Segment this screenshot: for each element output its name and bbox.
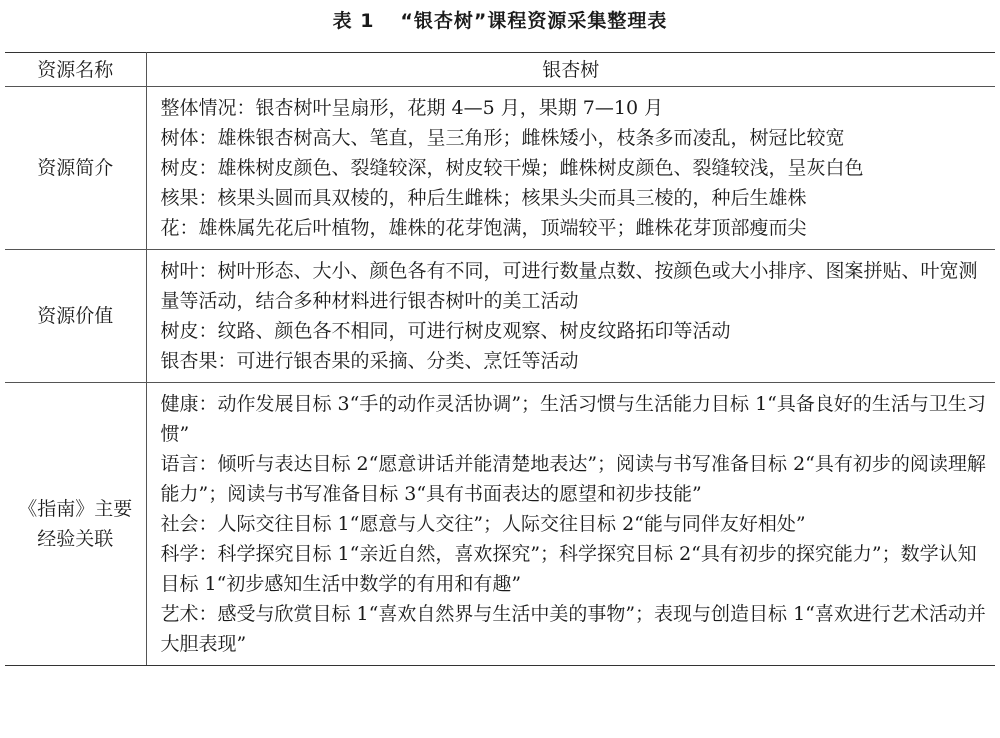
intro-drupe: 核果：核果头圆而具双棱的，种后生雌株；核果头尖而具三棱的，种后生雄株 [160, 187, 807, 209]
intro-flower: 花：雄株属先花后叶植物，雄株的花芽饱满，顶端较平；雌株花芽顶部瘦而尖 [160, 217, 807, 239]
row-name-value: 资源价值 [5, 250, 146, 383]
table-header-row [5, 53, 995, 87]
row-name-guide: 《指南》主要经验关联 [5, 383, 146, 666]
row-name-intro: 资源简介 [5, 87, 146, 250]
value-bark: 树皮：纹路、颜色各不相同，可进行树皮观察、树皮纹路拓印等活动 [160, 320, 731, 342]
guide-language: 语言：倾听与表达目标 2“愿意讲话并能清楚地表达”；阅读与书写准备目标 2“具有初步的阅读理解能力”；阅读与书写准备目标 3“具有书面表达的愿望和初步技能” [160, 453, 986, 505]
row-content-guide [146, 383, 995, 666]
table-title: “银杏树”课程资源采集整理表 [400, 10, 668, 32]
table-row [5, 250, 995, 383]
guide-science: 科学：科学探究目标 1“亲近自然，喜欢探究”；科学探究目标 2“具有初步的探究能力”；数学认知目标 1“初步感知生活中数学的有用和有趣” [160, 543, 977, 595]
value-leaves: 树叶：树叶形态、大小、颜色各有不同，可进行数量点数、按颜色或大小排序、图案拼贴、叶宽测量等活动，结合多种材料进行银杏树叶的美工活动 [160, 260, 978, 312]
value-fruit: 银杏果：可进行银杏果的采摘、分类、烹饪等活动 [160, 350, 579, 372]
table-row [5, 87, 995, 250]
row-content-value [146, 250, 995, 383]
guide-art: 艺术：感受与欣赏目标 1“喜欢自然界与生活中美的事物”；表现与创造目标 1“喜欢进行艺术活动并大胆表现” [160, 603, 986, 655]
intro-bark: 树皮：雄株树皮颜色、裂缝较深，树皮较干燥；雌株树皮颜色、裂缝较浅，呈灰白色 [160, 157, 864, 179]
header-resource-value: 银杏树 [146, 53, 995, 87]
table-caption [0, 6, 1000, 33]
intro-tree-body: 树体：雄株银杏树高大、笔直，呈三角形；雌株矮小，枝条多而凌乱，树冠比较宽 [160, 127, 845, 149]
resource-table [5, 52, 995, 666]
row-content-intro [146, 87, 995, 250]
table-row [5, 383, 995, 666]
table-number: 表 1 [332, 10, 375, 32]
guide-health: 健康：动作发展目标 3“手的动作灵活协调”；生活习惯与生活能力目标 1“具备良好的生活与卫生习惯” [160, 393, 986, 445]
header-resource-name: 资源名称 [5, 53, 146, 87]
intro-overall: 整体情况：银杏树叶呈扇形，花期 4—5 月，果期 7—10 月 [160, 97, 664, 119]
guide-social: 社会：人际交往目标 1“愿意与人交往”；人际交往目标 2“能与同伴友好相处” [160, 513, 806, 535]
